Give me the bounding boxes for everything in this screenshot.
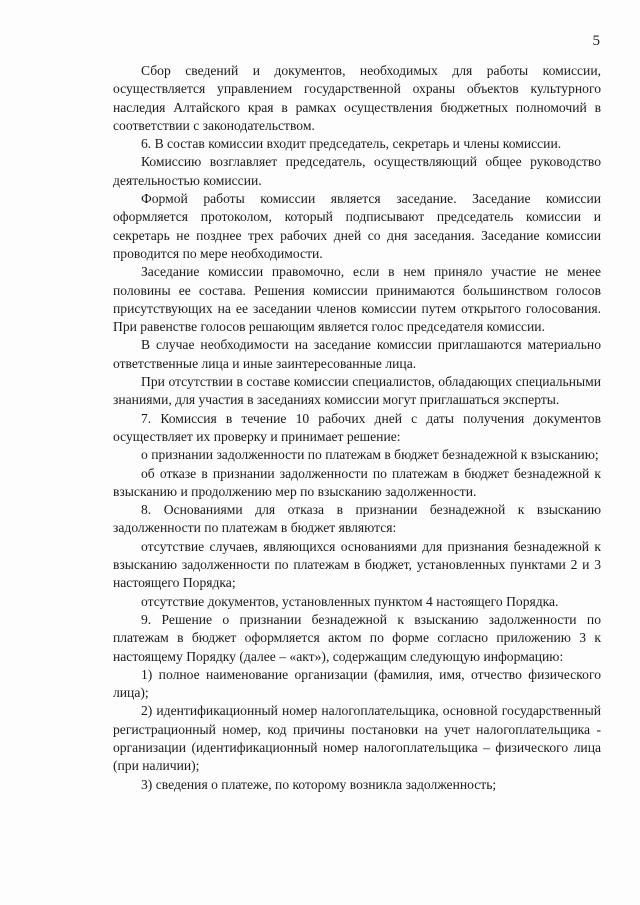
paragraph: 6. В состав комиссии входит председатель, секретарь и члены комиссии.	[141, 136, 562, 152]
paragraph: отсутствие документов, установленных пунктом 4 настоящего Порядка.	[141, 593, 559, 609]
paragraph: отсутствие случаев, являющихся основаниями для признания безнадежной к взысканию задолженности по платежам в бюджет, установленных пунктами 2 и 3 настоящего Порядка;	[113, 538, 601, 591]
paragraph: Сбор сведений и документов, необходимых для работы комиссии, осуществляется управлением государственной охраны объектов культурного наследия Алтайского края в рамках осуществления бюджетных полномочий в соответствии с законодательством.	[113, 63, 601, 133]
paragraph: В случае необходимости на заседание комиссии приглашаются материально ответственные лица и иные заинтересованные лица.	[113, 337, 601, 371]
paragraph: Комиссию возглавляет председатель, осуществляющий общее руководство деятельностью комиссии.	[113, 154, 601, 188]
paragraph: 3) сведения о платеже, по которому возникла задолженность;	[141, 776, 497, 792]
paragraph: Заседание комиссии правомочно, если в нем приняло участие не менее половины ее состава. Решения комиссии принимаются большинством голосов присутствующих на ее заседании членов комиссии путем открытого голосования. При равенстве голосов решающим является голос председателя комиссии.	[113, 264, 601, 335]
paragraph: 2) идентификационный номер налогоплательщика, основной государственный регистрационный номер, код причины постановки на учет налогоплательщика - организации (идентификационный номер налогоплательщика – физического лица (при наличии);	[113, 703, 601, 774]
paragraph: При отсутствии в составе комиссии специалистов, обладающих специальными знаниями, для участия в заседаниях комиссии могут приглашаться эксперты.	[113, 374, 601, 408]
paragraph: 8. Основаниями для отказа в признании безнадежной к взысканию задолженности по платежам в бюджет являются:	[113, 502, 601, 536]
paragraph: 9. Решение о признании безнадежной к взысканию задолженности по платежам в бюджет оформляется актом по форме согласно приложению 3 к настоящему Порядку (далее – «акт»), содержащим следующую информацию:	[113, 611, 601, 664]
paragraph: 1) полное наименование организации (фамилия, имя, отчество физического лица);	[113, 666, 601, 701]
paragraph: об отказе в признании задолженности по платежам в бюджет безнадежной к взысканию и продолжению мер по взысканию задолженности.	[113, 465, 601, 499]
paragraph: 7. Комиссия в течение 10 рабочих дней с даты получения документов осуществляет их проверку и принимает решение:	[113, 410, 601, 444]
paragraph: о признании задолженности по платежам в бюджет безнадежной к взысканию;	[141, 447, 599, 463]
page-number: 5	[592, 33, 600, 49]
paragraph: Формой работы комиссии является заседание. Заседание комиссии оформляется протоколом, который подписывают председатель комиссии и секретарь не позднее трех рабочих дней со дня заседания. Заседание комиссии проводится по мере необходимости.	[113, 191, 601, 261]
document-body	[113, 62, 601, 794]
